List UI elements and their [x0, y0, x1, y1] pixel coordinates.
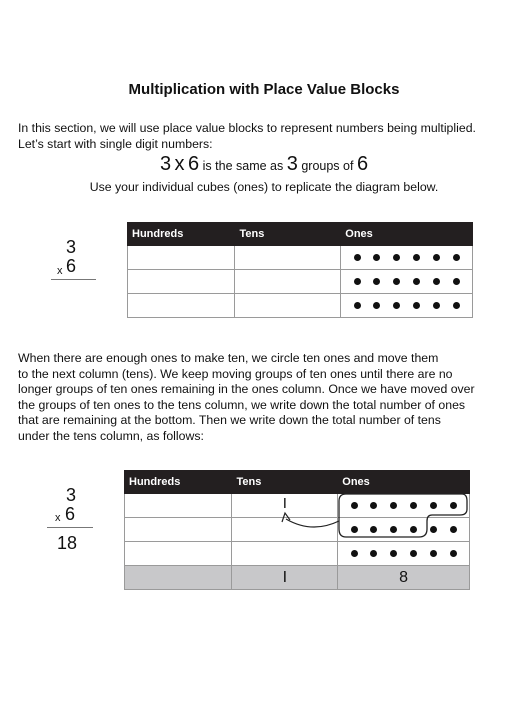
instruction-line: Use your individual cubes (ones) to replicate the diagram below. — [89, 180, 439, 194]
carried-ten-mark: I — [282, 495, 287, 512]
equation-group-size: 6 — [356, 153, 369, 175]
header-hundreds: Hundreds — [125, 471, 232, 494]
answer-tens-cell: I — [232, 566, 338, 590]
equation-b: 6 — [188, 153, 200, 175]
header-tens: Tens — [235, 223, 341, 246]
header-tens: Tens — [232, 471, 338, 494]
ten-group-circle — [339, 494, 467, 537]
header-ones: Ones — [341, 223, 473, 246]
problem2-result: 18 — [57, 533, 78, 553]
page-title: Multiplication with Place Value Blocks — [128, 81, 400, 98]
intro-paragraph: In this section, we will use place value blocks to represent numbers being multiplied. Let’s start with single digit numbers: — [18, 121, 476, 151]
problem1-top-number: 3 — [66, 237, 77, 257]
answer-ones-cell: 8 — [338, 566, 470, 590]
equation-times: x — [174, 153, 185, 175]
problem1-bottom-number: 6 — [66, 256, 77, 276]
equation-text-groups: groups of — [301, 159, 354, 173]
header-hundreds: Hundreds — [128, 223, 235, 246]
equation-groups-count: 3 — [286, 153, 298, 175]
equation-a: 3 — [159, 153, 172, 175]
problem2-operator: x — [55, 512, 61, 524]
move-arrow — [286, 519, 339, 527]
header-ones: Ones — [338, 471, 470, 494]
problem1-operator: x — [57, 265, 63, 277]
equation-text-same: is the same as — [202, 159, 284, 173]
problem2-bottom-number: 6 — [65, 504, 76, 524]
problem2-top-number: 3 — [66, 485, 77, 505]
explanation-paragraph: When there are enough ones to make ten, we circle ten ones and move them to the next column (tens). We keep moving groups of ten ones until there are no longer groups of ten ones remaining in the ones column. Once we have moved over the groups of ten ones to the tens column, we write down the total number of ones that are remaining at the bottom. Then we write down the total number of tens under the tens column, as follows: — [18, 351, 475, 443]
